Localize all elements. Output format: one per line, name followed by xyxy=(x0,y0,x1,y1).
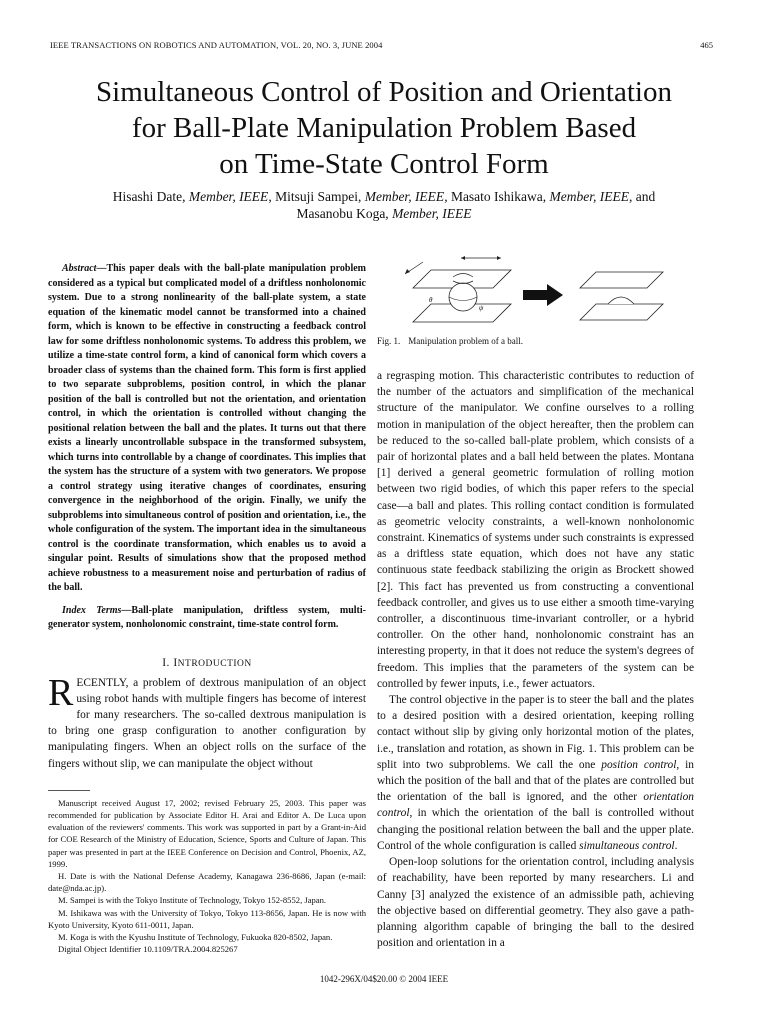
author-role: Member, IEEE xyxy=(188,189,269,204)
arrowhead xyxy=(461,256,465,260)
author-conjunction: , and xyxy=(629,189,656,204)
author-name: , Mitsuji Sampei, xyxy=(268,189,362,204)
abstract-text: —This paper deals with the ball-plate manipulation problem considered as a typical but complicated model of a driftless nonholonomic system. Due to a strong nonlinearity of the ball-plate system, a state equation of the kinematic model cannot be transformed into a chained form, which is known to be effective in constructing a feedback control law for some driftless nonholonomic systems. To address this problem, we utilize a time-state control form, a kind of canonical form which covers a broader class of systems than the chained form. This form is first applied to two separate subproblems, position control, in which the planar position of the ball is controlled but not the orientation, and orientation control, in which the orientation is controlled without changing the positional relation between the ball and the plates. It turns out that there exists a linearly uncontrollable subspace in the transformed subsystem, which turns into controllable by a change of coordinates. This implies that the system has the structure of a system with two generators. We propose a control strategy using iterative changes of coordinates, ensuring convergence in the neighborhood of the origin. Finally, we unify the subproblems into simultaneous control of position and orientation, i.e., the whole configuration of the system. The important idea in the simultaneous control is the coordinate transformation, which enables us to avoid a singular point. Results of simulations show that the proposed method achieve robustness to a measurement noise and perturbation of radius of the ball. xyxy=(48,263,366,593)
author-name: Masanobu Koga, xyxy=(296,206,389,221)
text-run: The control objective in the paper is to steer the ball and the plates to a desired position with a desired orientation, keeping rolling contact without slip by giving only horizontal motion of the plates, i.e., translation and rotation, as shown in Fig. 1. This problem can be split into two subproblems. We call the one xyxy=(377,694,694,771)
body-paragraph: Open-loop solutions for the orientation control, including analysis of reachability, have been reported by many researchers. Li and Canny [3] analyzed the existence of an admissible path, achieving the objective based on differential geometry. They also gave a path-planning algorithm capable of bringing the ball to the desired position and orientation in a xyxy=(377,856,694,950)
figure-caption xyxy=(377,336,694,346)
running-header xyxy=(50,40,713,54)
lower-plate-right xyxy=(580,304,663,320)
journal-line: IEEE TRANSACTIONS ON ROBOTICS AND AUTOMATION, VOL. 20, NO. 3, JUNE 2004 xyxy=(50,40,383,50)
text-run: , in which the position of the ball and that of the plates are controlled but the orientation of the ball is ignored, and the other xyxy=(377,758,694,804)
body-paragraph: a regrasping motion. This characteristic contributes to reduction of the number of the actuators and simplification of the mechanical structure of the manipulator. We confine ourselves to a rolling motion in manipulation of the object hereafter, then the problem can be reduced to the so-called ball-plate problem, which consists of a pair of horizontal plates and a ball held between the plates. Montana [1] derived a general geometric formulation of rolling motion between two rigid bodies, of which this paper refers to the special case—a ball and plates. This rolling contact condition is formulated as geometric velocity constraints, a well-known nonholonomic constraint. Kinematics of systems under such constraints is expressed as a driftless state equation, which does not have any static continuous state feedback stabilizing the origin as Brockett showed [2]. This fact has prevented us from constructing a conventional feedback controller, and gives us to use either a smooth time-varying controller, a discontinuous time-invariant controller, or a hybrid controller. On the other hand, nonholonomic constraint has an interesting property, in that it does not reduce the system's degrees of freedom. This implies that the parameters of the system can be controlled by fewer inputs, i.e., fewer actuators. xyxy=(377,370,694,690)
body-paragraph xyxy=(377,692,694,854)
upper-plate-right xyxy=(580,272,663,288)
footnote: M. Ishikawa was with the University of Tokyo, Tokyo 113-8656, Japan. He is now with Kyoto University, Kyoto 611-0011, Japan. xyxy=(48,907,366,930)
intro-paragraph xyxy=(48,671,366,772)
index-terms-text: —Ball-plate manipulation, driftless system, multi-generator system, nonholonomic constraint, time-state control form. xyxy=(48,604,366,630)
paper-title xyxy=(40,74,728,182)
footnote: M. Sampei is with the Tokyo Institute of Technology, Tokyo 152-8552, Japan. xyxy=(58,895,327,906)
footnote: H. Date is with the National Defense Academy, Kanagawa 236-8686, Japan (e-mail: date@nda.ac.jp). xyxy=(48,870,366,894)
author-role: Member, IEEE xyxy=(549,189,630,204)
author-role: Member, IEEE xyxy=(392,206,472,221)
figure-1 xyxy=(377,246,694,332)
psi-label: ψ xyxy=(479,304,484,312)
author-list xyxy=(60,188,708,222)
footnotes xyxy=(48,797,366,956)
footnote: Digital Object Identifier 10.1109/TRA.2004.825267 xyxy=(58,944,238,955)
footnote: M. Koga is with the Kyushu Institute of Technology, Fukuoka 820-8502, Japan. xyxy=(58,931,333,942)
text-run: . xyxy=(674,839,678,852)
title-line: Simultaneous Control of Position and Orientation xyxy=(96,76,672,108)
author-role: Member, IEEE xyxy=(364,189,445,204)
author-line xyxy=(60,205,708,222)
italic-term: orientation control xyxy=(377,791,694,820)
section-numeral: I. xyxy=(162,656,174,669)
index-terms xyxy=(48,604,366,633)
footnote: Manuscript received August 17, 2002; revised February 25, 2003. This paper was recommended for publication by Associate Editor H. Arai and Editor A. De Luca upon evaluation of the reviewers' comments. This work was supported in part by a Grant-in-Aid for COE Research of the Ministry of Education, Science, Sports and Culture of Japan. This paper was presented in part at the IEEE Conference on Decision and Control, Phoenix, AZ, 1999. xyxy=(48,797,366,869)
section-initial: I xyxy=(173,656,178,669)
index-terms-lead: Index Terms xyxy=(62,604,122,616)
ball xyxy=(449,283,477,311)
footnote-divider xyxy=(48,790,90,791)
copyright-footer: 1042-296X/04$20.00 © 2004 IEEE xyxy=(319,974,449,984)
arrowhead xyxy=(497,256,501,260)
author-line xyxy=(60,188,708,205)
transition-arrow xyxy=(523,284,563,306)
italic-term: simultaneous control xyxy=(579,839,675,852)
ball-plate-diagram xyxy=(401,252,671,332)
title-line: for Ball-Plate Manipulation Problem Based xyxy=(131,112,637,144)
ball-right xyxy=(608,297,634,304)
section-rest: NTRODUCTION xyxy=(177,658,252,669)
drop-cap: R xyxy=(48,671,74,714)
section-heading xyxy=(48,657,366,669)
abstract-lead: Abstract xyxy=(62,263,97,274)
author-name: , Masato Ishikawa, xyxy=(444,189,547,204)
intro-text: ECENTLY, a problem of dextrous manipulation of an object using robot hands with multiple fingers has become of interest for many researchers. The so-called dextrous manipulation is to bring one grasp configuration to another configuration by manipulating fingers. When an object rolls on the surface of the fingers without slip, we can manipulate the object without xyxy=(48,676,366,770)
figure-label: Fig. 1. xyxy=(377,336,401,346)
theta-label: θ xyxy=(429,296,433,304)
abstract xyxy=(48,262,366,596)
left-column xyxy=(48,262,366,955)
author-name: Hisashi Date, xyxy=(112,189,186,204)
arrowhead xyxy=(405,269,410,274)
caption-text: Manipulation problem of a ball. xyxy=(408,336,523,346)
italic-term: position control xyxy=(601,758,677,771)
title-line: on Time-State Control Form xyxy=(219,148,549,180)
right-column xyxy=(377,246,694,951)
text-run: , in which the orientation of the ball is controlled without changing the positional relation between the ball and the upper plate. Control of the whole configuration is called xyxy=(377,807,694,852)
page-number: 465 xyxy=(700,40,713,50)
